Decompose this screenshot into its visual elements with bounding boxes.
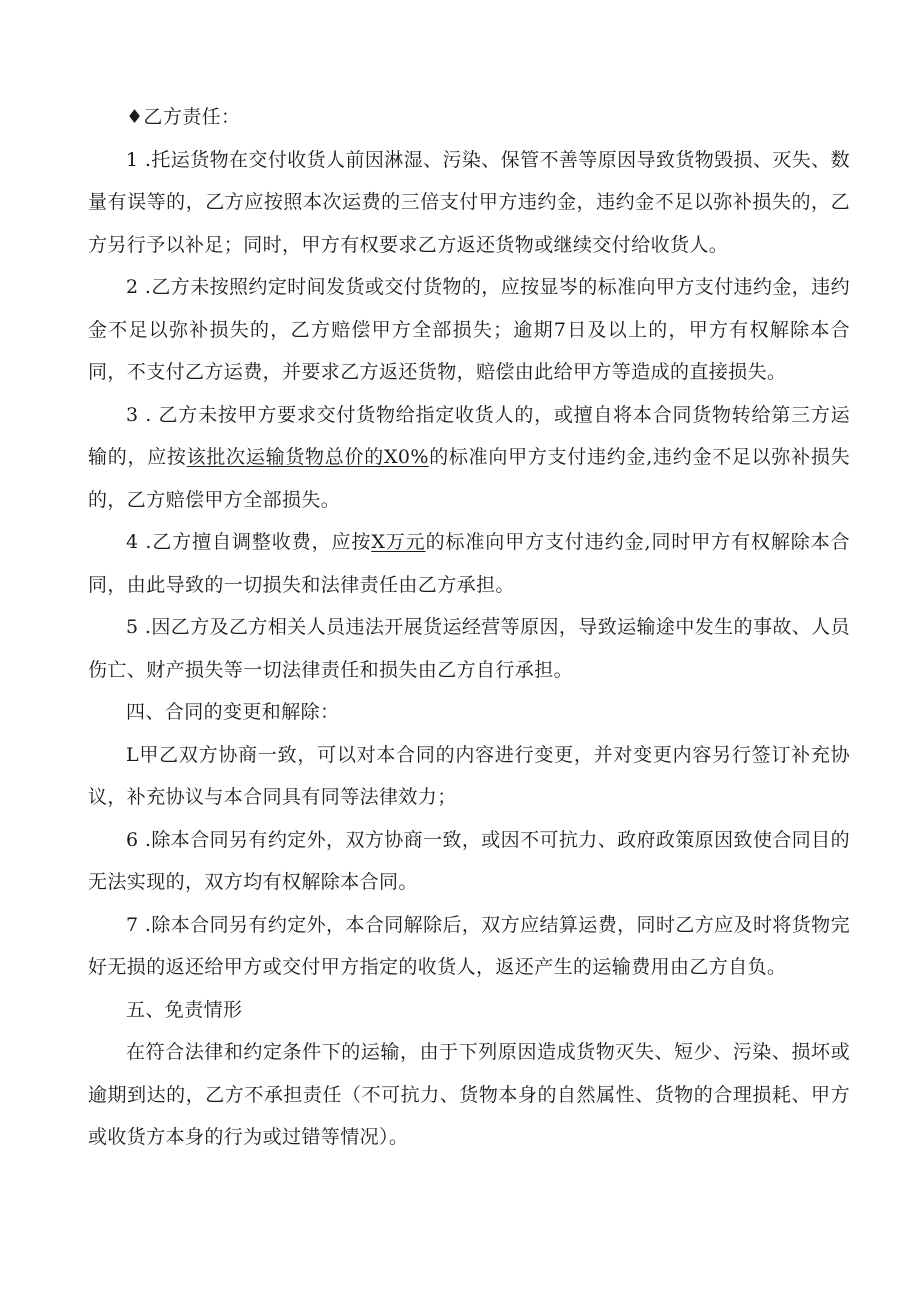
clause-7: 7 .除本合同另有约定外，本合同解除后，双方应结算运费，同时乙方应及时将货物完好无损的返还给甲方或交付甲方指定的收货人，返还产生的运输费用由乙方自负。 (88, 913, 850, 978)
section-heading-5: 五、免责情形 (126, 998, 243, 1021)
clause-3-text-b: 的标准向甲方支付违约金,违约金不足以弥补损失的，乙方赔偿甲方全部损失。 (88, 446, 850, 511)
section-heading-4: 四、合同的变更和解除： (126, 701, 340, 723)
clause-6: 6 .除本合同另有约定外，双方协商一致，或因不可抗力、政府政策原因致使合同目的无法实现的，双方均有权解除本合同。 (88, 828, 850, 893)
section-heading-party-b-responsibility: ♦乙方责任： (126, 106, 241, 128)
clause-3-text-a: 3 . 乙方未按甲方要求交付货物给指定收货人的，或擅自将本合同货物转给第三方运输的，应按 (88, 403, 850, 468)
clause-4-text-b: 的标准向甲方支付违约金,同时甲方有权解除本合同，由此导致的一切损失和法律责任由乙方承担。 (88, 531, 850, 596)
exemption-paragraph: 在符合法律和约定条件下的运输，由于下列原因造成货物灭失、短少、污染、损坏或逾期到达的，乙方不承担责任（不可抗力、货物本身的自然属性、货物的合理损耗、甲方或收货方本身的行为或过错等情况）。 (88, 1041, 850, 1148)
clause-3-underlined: 该批次运输货物总价的X0% (186, 446, 429, 468)
clause-1: 1 .托运货物在交付收货人前因淋湿、污染、保管不善等原因导致货物毁损、灭失、数量有误等的，乙方应按照本次运费的三倍支付甲方违约金，违约金不足以弥补损失的，乙方另行予以补足；同时，甲方有权要求乙方返还货物或继续交付给收货人。 (88, 148, 850, 256)
clause-4-text-a: 4 .乙方擅自调整收费，应按 (126, 531, 372, 553)
clause-4 (88, 521, 850, 606)
clause-5: 5 .因乙方及乙方相关人员违法开展货运经营等原因，导致运输途中发生的事故、人员伤亡、财产损失等一切法律责任和损失由乙方自行承担。 (88, 616, 850, 681)
document-page (88, 96, 850, 1159)
clause-3 (88, 394, 850, 522)
clause-4-underlined: X万元 (371, 531, 426, 553)
clause-l: L甲乙双方协商一致，可以对本合同的内容进行变更，并对变更内容另行签订补充协议，补充协议与本合同具有同等法律效力； (88, 743, 850, 808)
clause-2: 2 .乙方未按照约定时间发货或交付货物的，应按显岑的标准向甲方支付违约金，违约金不足以弥补损失的，乙方赔偿甲方全部损失；逾期7日及以上的，甲方有权解除本合同，不支付乙方运费，并要求乙方返还货物，赔偿由此给甲方等造成的直接损失。 (88, 276, 850, 383)
